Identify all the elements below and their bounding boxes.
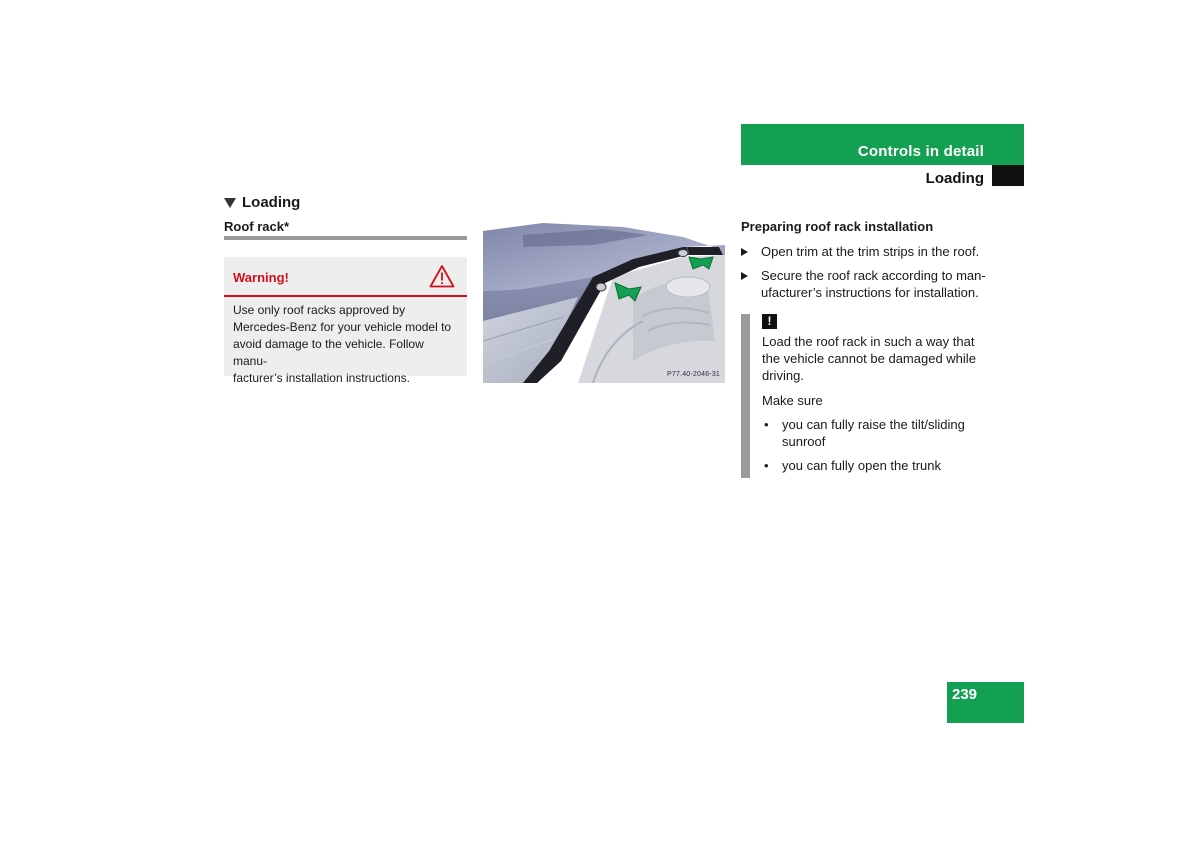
- note-sidebar: [741, 314, 750, 478]
- bullet-line: you can fully open the trunk: [782, 458, 941, 473]
- bullet-text: [782, 416, 992, 450]
- step-arrow-icon: [741, 272, 748, 280]
- note-bullet: [762, 416, 992, 450]
- subheading-rule: [224, 236, 467, 240]
- warning-label: Warning!: [233, 270, 289, 285]
- note-make-sure: Make sure: [762, 393, 823, 408]
- step-text: [761, 267, 993, 301]
- note-bullet: [762, 457, 992, 474]
- step-line: Open trim at the trim strips in the roof.: [761, 244, 980, 259]
- step-text: [761, 243, 993, 260]
- preparing-heading: Preparing roof rack installation: [741, 219, 934, 234]
- section-title: Controls in detail: [857, 143, 984, 160]
- roof-rack-subheading: Roof rack*: [224, 219, 290, 234]
- step-item: [741, 267, 991, 301]
- warning-line: avoid damage to the vehicle. Follow manu-: [233, 337, 424, 368]
- note-line: the vehicle cannot be damaged while: [762, 351, 976, 366]
- warning-line: facturer’s installation instructions.: [233, 371, 410, 385]
- triangle-down-icon: [224, 198, 236, 208]
- note-line: Load the roof rack in such a way that: [762, 334, 975, 349]
- section-heading: [224, 194, 300, 211]
- section-heading-label: Loading: [242, 194, 301, 211]
- page-number: 239: [952, 686, 978, 703]
- warning-line: Mercedes-Benz for your vehicle model to: [233, 320, 452, 334]
- bullet-dot-icon: •: [764, 458, 769, 473]
- header-black-tab: [992, 165, 1024, 186]
- car-roof-drawing: [483, 221, 725, 383]
- note-line: driving.: [762, 368, 804, 383]
- note-paragraph: [762, 333, 992, 384]
- roof-rack-illustration: [483, 221, 725, 383]
- warning-rule: [224, 295, 467, 297]
- warning-triangle-icon: [429, 264, 455, 288]
- bullet-text: [782, 457, 992, 474]
- image-code: P77.40-2046-31: [667, 371, 721, 378]
- bullet-dot-icon: •: [764, 417, 769, 432]
- step-arrow-icon: [741, 248, 748, 256]
- step-line: ufacturer’s instructions for installation.: [761, 285, 979, 300]
- bullet-line: sunroof: [782, 434, 826, 449]
- bullet-line: you can fully raise the tilt/sliding: [782, 417, 965, 432]
- warning-text: [233, 302, 459, 387]
- subsection-title: Loading: [925, 170, 984, 187]
- step-item: [741, 243, 991, 260]
- step-line: Secure the roof rack according to man-: [761, 268, 986, 283]
- warning-line: Use only roof racks approved by: [233, 303, 406, 317]
- exclamation-icon: !: [762, 314, 777, 329]
